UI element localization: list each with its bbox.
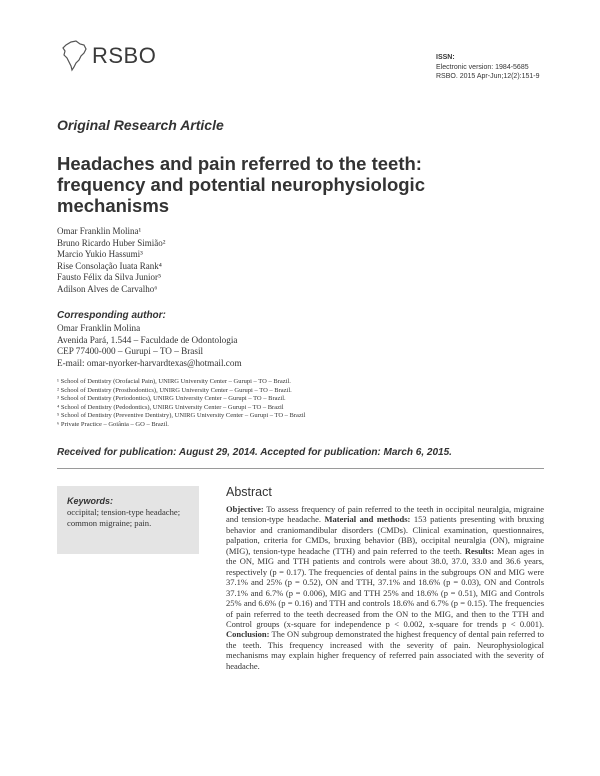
results-label: Results: [464,545,495,556]
corresponding-line: CEP 77400-000 – Gurupi – TO – Brasil [57,346,204,356]
affiliation-list [57,378,305,430]
title-line: mechanisms [57,195,170,216]
divider [57,468,544,469]
affiliation: ³ School of Dentistry (Periodontics), UNIRG University Center – Gurupi – TO – Brazil. [57,395,286,403]
title-line: Headaches and pain referred to the teeth: [57,153,422,174]
corresponding-author-details [57,323,242,369]
issn-block [436,53,540,82]
journal-name: RSBO [92,43,157,68]
objective-label: Objective: [226,504,264,514]
article-title [57,153,527,216]
article-type-label: Original Research Article [57,117,224,133]
author-name: Adilson Alves de Carvalho⁶ [57,283,158,294]
objective-text: To assess frequency of pain referred to the teeth in occipital neuralgia, migraine and tension-type headache. [226,504,544,525]
corresponding-author-label: Corresponding author: [57,310,166,321]
electronic-version: Electronic version: 1984-5685 [436,63,529,71]
affiliation: ⁵ School of Dentistry (Preventive Dentistry), UNIRG University Center – Gurupi – TO – Brazil [57,412,306,420]
affiliation: ² School of Dentistry (Prosthodontics), UNIRG University Center – Gurupi – TO – Brazil. [57,386,292,394]
author-name: Fausto Félix da Silva Junior⁵ [57,272,162,283]
abstract-body [226,504,544,671]
title-line: frequency and potential neurophysiologic [57,174,425,195]
keywords-text: occipital; tension-type headache; common migraine; pain. [67,507,181,528]
keywords-box [57,486,199,554]
conclusion-text: The ON subgroup demonstrated the highest frequency of dental pain referred to the teeth. This frequency increased with the severity of pain. Neurophysiological mechanisms may explain higher frequency of referred pain associated with the severity of headache. [226,629,544,671]
issn-label: ISSN: [436,54,455,61]
affiliation: ⁶ Private Practice – Goiânia – GO – Brazil. [57,420,169,428]
author-name: Omar Franklin Molina¹ [57,226,142,236]
conclusion-label: Conclusion: [226,629,270,640]
affiliation: ¹ School of Dentistry (Orofacial Pain), UNIRG University Center – Gurupi – TO – Brazil. [57,378,291,385]
author-name: Marcio Yukio Hassumi³ [57,249,143,260]
author-list [57,226,165,296]
affiliation: ⁴ School of Dentistry (Pedodontics), UNIRG University Center – Gurupi – TO – Brazil [57,403,284,411]
publication-dates: Received for publication: August 29, 2014. Accepted for publication: March 6, 2015. [57,447,452,458]
corresponding-email: E-mail: omar-nyorker-harvardtexas@hotmail.com [57,357,242,368]
citation: RSBO. 2015 Apr-Jun;12(2):151-9 [436,73,540,80]
abstract-heading: Abstract [226,485,272,499]
brazil-map-icon [62,40,88,72]
results-text: Mean ages in the ON, MIG and TTH patients and controls were about 38.0, 37.0, 33.0 and 36.6 years, respectively (p = 0.17). The frequencies of dental pains in the subgroups ON and MIG were 37.1% and 25% (p = 0.52), ON and TTH, 37.1% and 18.6% (p = 0.03), ON and Controls 37.1% and 6.7% (p = 0.006), MIG and TTH 25% and 18.6% (p = 0.51), MIG and Controls 25% and 6.6% (p = 0.16) and TTH and controls 18.6% and 6.7% (p = 0.15). The frequencies of pain referred to the teeth decreased from the ON to the MIG, and then to the TTH and Control groups (x-square for independence p < 0.002, x-square for trends p < 0.001). [226,545,544,629]
methods-text: 153 patients presenting with bruxing behavior and craniomandibular disorders (CMDs). Clinical examination, questionnaires, palpation, criteria for CMDs, bruxing behavior (BB), occipital neuralgia (ON), migraine (MIG), tension-type headache (TTH) and pain referred to the teeth. [226,514,545,556]
author-name: Bruno Ricardo Huber Simião² [57,237,166,248]
methods-label: Material and methods: [324,514,411,525]
author-name: Rise Consolação Iuata Rank⁴ [57,260,162,271]
keywords-label: Keywords: [67,496,114,506]
corresponding-line: Avenida Pará, 1.544 – Faculdade de Odontologia [57,334,238,345]
corresponding-line: Omar Franklin Molina [57,323,141,333]
journal-logo [62,40,156,72]
